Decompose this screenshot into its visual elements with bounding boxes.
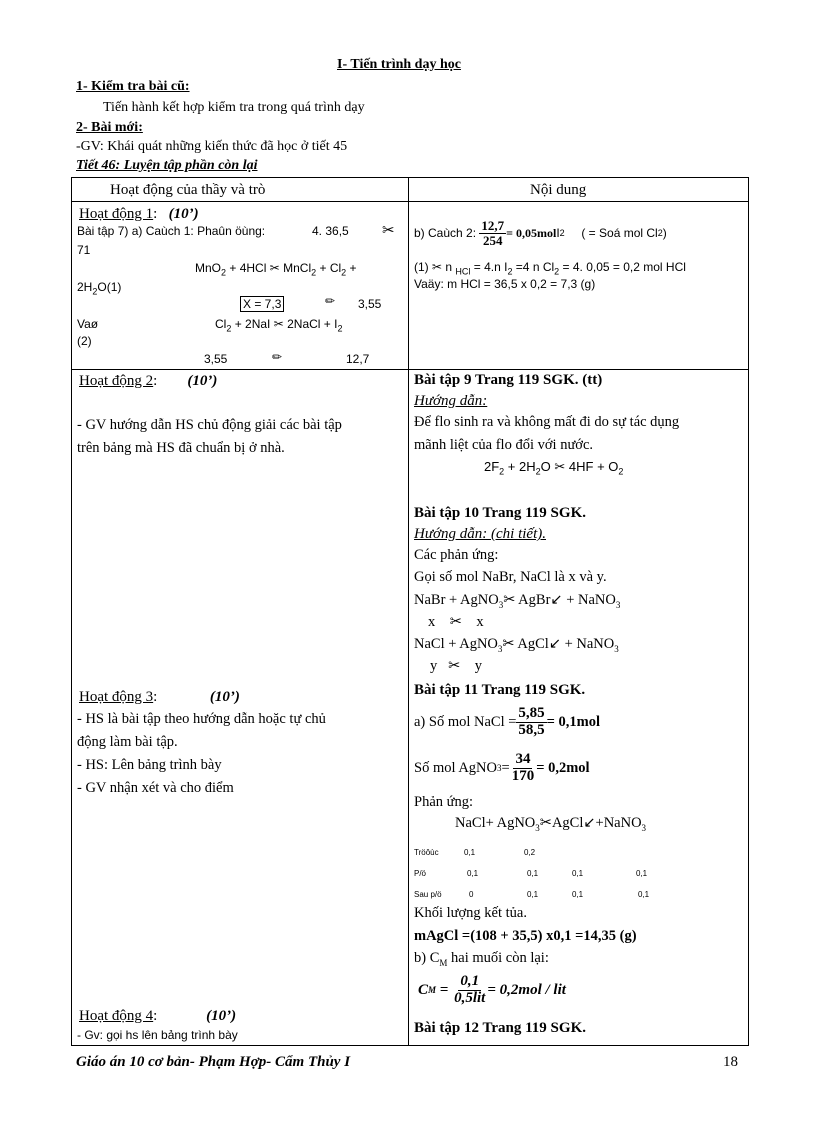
precipitate-mass-equation: mAgCl =(108 + 35,5) x0,1 =14,35 (g) <box>414 928 637 944</box>
table-row-before-label: Tröôùc <box>414 848 439 857</box>
exercise-7-value: 4. 36,5 <box>312 224 349 238</box>
exercise-12-title: Bài tập 12 Trang 119 SGK. <box>414 1020 586 1036</box>
column-header-left: Hoạt động của thầy và trò <box>110 182 266 198</box>
equation-1-line2: $2H_2O(1)$ <box>77 280 122 297</box>
table-column-divider <box>408 177 409 1046</box>
table-cell: 0,2 <box>524 848 536 857</box>
precipitate-mass-title: Khối lượng kết tủa. <box>414 905 527 921</box>
value-12-7: 12,7 <box>346 352 370 366</box>
scissors-icon: ✂ <box>273 317 284 331</box>
section-title: I- Tiến trình dạy học <box>337 57 461 72</box>
vao-label: Vaø <box>77 317 99 331</box>
pencil-icon: ✏ <box>272 350 283 364</box>
exercise-11-agno3: Số mol AgNO 3 = $\frac{34}{170}$ = 0,2mol <box>414 750 590 784</box>
concentration-title: b) $C_M$ hai muối còn lại: <box>414 950 549 968</box>
part1-text: Tiến hành kết hợp kiểm tra trong quá trình dạy <box>103 100 365 115</box>
scissors-icon: ✂ <box>382 223 395 239</box>
row-divider-1 <box>71 369 749 370</box>
exercise-9-guide: Hướng dẫn: <box>414 393 488 409</box>
exercise-10-title: Bài tập 10 Trang 119 SGK. <box>414 505 586 521</box>
activity-1-heading: Hoạt động 1: (10’) <box>79 206 199 222</box>
concentration-equation: C M = $\frac{0,1}{\text{0,5lit}}$ = 0,2mol / lit <box>418 972 566 1006</box>
scissors-icon: ✂ <box>269 261 280 275</box>
table-cell: 0,1 <box>527 890 539 899</box>
table-cell: 0,1 <box>527 869 539 878</box>
exercise-9-text-2: mãnh liệt của flo đổi với nước. <box>414 437 594 453</box>
pencil-icon: ✏ <box>325 294 336 308</box>
part2-title: 2- Bài mới: <box>76 120 143 135</box>
table-cell: 0,1 <box>464 848 476 857</box>
scissors-icon: ✂ <box>502 636 515 652</box>
exercise-10-equation-2: NaCl + AgNO$_3$✂ AgCl↙ + NaNO$_3$ <box>414 636 619 654</box>
activity-2-heading: Hoạt động 2: (10’) <box>79 373 218 389</box>
table-cell: 0 <box>469 890 474 899</box>
exercise-11-nacl: a) Số mol NaCl = $\frac{5,85}{58,5}$ = 0,1mol <box>414 704 601 738</box>
value-3-55-a: 3,55 <box>358 297 382 311</box>
activity-4-desc: - Gv: gọi hs lên bảng trình bày <box>77 1028 238 1042</box>
activity-3-heading: Hoạt động 3: (10’) <box>79 689 240 705</box>
activity-3-desc-3: - HS: Lên bảng trình bày <box>77 757 222 773</box>
exercise-7-line: Bài tập 7) a) Caùch 1: Phaûn öùng: <box>77 224 266 238</box>
equation-1: MnO$_2$ + 4HCl ✂ MnCl$_2$ + $Cl_2$ + <box>195 261 357 278</box>
activity-2-desc-2: trên bảng mà HS đã chuẩn bị ở nhà. <box>77 440 285 456</box>
exercise-10-line-2: Gọi số mol NaBr, NaCl là x và y. <box>414 569 607 585</box>
exercise-10-guide: Hướng dẫn: (chi tiết). <box>414 526 546 542</box>
exercise-10-row-x: x ✂ x <box>428 614 484 630</box>
table-border-left <box>71 177 72 1046</box>
scissors-icon: ✂ <box>432 260 443 274</box>
page-number: 18 <box>723 1054 738 1070</box>
part2-text: -GV: Khái quát những kiến thức đã học ở tiết 45 <box>76 139 348 154</box>
table-cell: 0,1 <box>572 869 584 878</box>
precipitate-arrow-icon: ↙ <box>548 636 561 652</box>
table-cell: 0,1 <box>638 890 650 899</box>
exercise-10-line-1: Các phản ứng: <box>414 547 499 563</box>
activity-3-desc-1: - HS là bài tập theo hướng dẫn hoặc tự chủ <box>77 711 326 727</box>
value-3-55-b: 3,55 <box>204 352 228 366</box>
exercise-7-cont: 71 <box>77 243 91 257</box>
table-border-top <box>71 177 749 178</box>
table-border-right <box>748 177 749 1046</box>
activity-1-title: Hoạt động 1 <box>79 206 154 222</box>
exercise-11-react: Phản ứng: <box>414 794 474 810</box>
scissors-icon: ✂ <box>448 658 461 674</box>
exercise-11-equation: NaCl+ AgNO$_3$✂AgCl↙+NaNO$_3$ <box>455 815 647 833</box>
footer-text: Giáo án 10 cơ bản- Phạm Hợp- Cẩm Thủy I <box>76 1054 351 1070</box>
activity-1-time: (10’) <box>168 206 199 222</box>
exercise-9-title: Bài tập 9 Trang 119 SGK. (tt) <box>414 372 603 388</box>
exercise-11-title: Bài tập 11 Trang 119 SGK. <box>414 682 586 698</box>
table-border-bottom <box>71 1045 749 1046</box>
column-header-right: Nội dung <box>530 182 587 198</box>
part1-title: 1- Kiểm tra bài cũ: <box>76 79 190 94</box>
table-row-react-label: P/ö <box>414 869 427 878</box>
hcl-mass-line: Vaäy: m HCl = 36,5 x 0,2 = 7,3 (g) <box>414 277 596 291</box>
lesson-title: Tiết 46: Luyện tập phần còn lại <box>76 158 258 173</box>
table-cell: 0,1 <box>467 869 479 878</box>
scissors-icon: ✂ <box>554 459 566 474</box>
x-value-box: X = 7,3 <box>240 296 284 312</box>
activity-2-desc-1: - GV hướng dẫn HS chủ động giải các bài tập <box>77 417 342 433</box>
scissors-icon: ✂ <box>449 614 462 630</box>
precipitate-arrow-icon: ↙ <box>550 592 563 608</box>
exercise-10-equation-1: NaBr + AgNO$_3$✂ AgBr↙ + NaNO$_3$ <box>414 592 621 610</box>
method-2-line: b) Caùch 2: $\frac{12,7}{254}$ = 0,05mol I 2 ( = Soá mol Cl 2 ) <box>414 218 667 248</box>
equation-2-number: (2) <box>77 334 92 348</box>
precipitate-arrow-icon: ↙ <box>583 815 596 831</box>
table-cell: 0,1 <box>572 890 584 899</box>
activity-3-desc-4: - GV nhận xét và cho điểm <box>77 780 234 796</box>
equation-2: $Cl_2 + 2NaI$ ✂ 2NaCl + $I_2$ <box>215 317 343 334</box>
exercise-9-equation: $2F_2 + 2H_2O$ ✂ $4HF + O_2$ <box>484 459 624 477</box>
activity-3-desc-2: động làm bài tập. <box>77 734 178 750</box>
exercise-10-row-y: y ✂ y <box>430 658 483 674</box>
activity-4-heading: Hoạt động 4: (10’) <box>79 1008 237 1024</box>
table-cell: 0,1 <box>636 869 648 878</box>
hcl-moles-line: (1) ✂ n $_{HCl}$ = 4.n $I_2 =4$ n $Cl_2 = 4$. 0,05 = 0,2 mol HCl <box>414 260 686 277</box>
scissors-icon: ✂ <box>539 815 552 831</box>
scissors-icon: ✂ <box>503 592 516 608</box>
exercise-9-text-1: Để flo sinh ra và không mất đi do sự tác dụng <box>414 414 680 430</box>
table-header-divider <box>71 201 749 202</box>
table-row-after-label: Sau p/ö <box>414 890 442 899</box>
